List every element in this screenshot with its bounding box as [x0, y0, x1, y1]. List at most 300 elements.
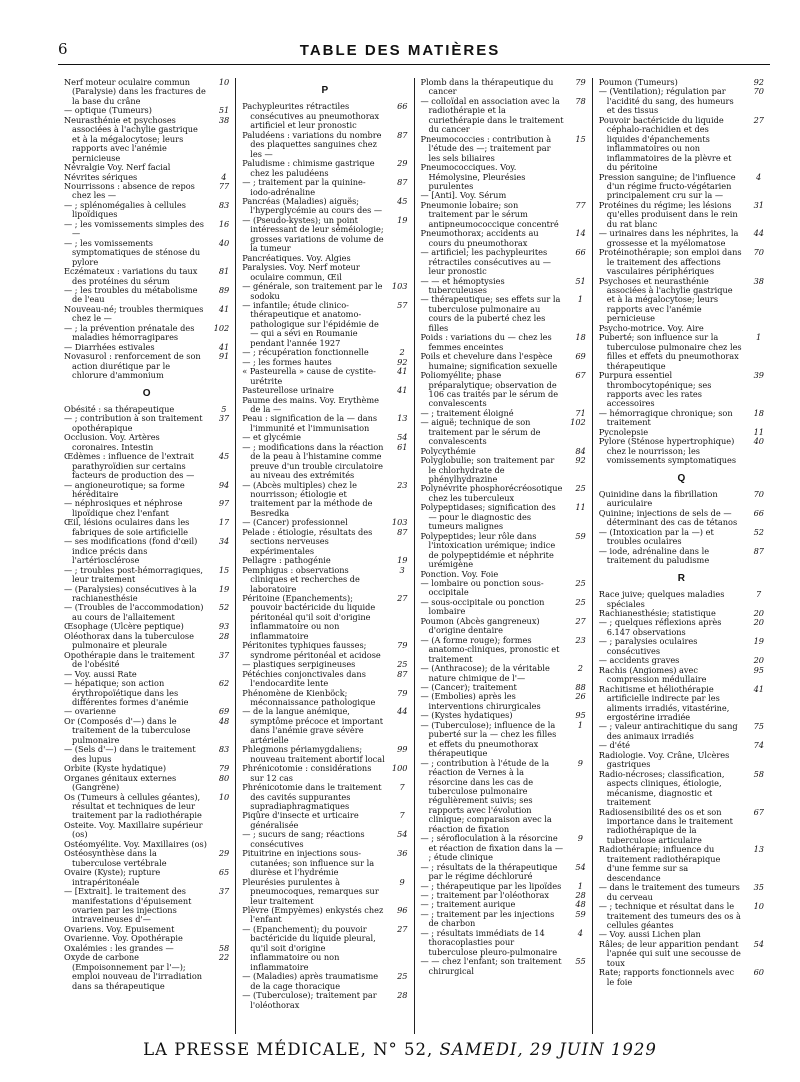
index-entry	[599, 770, 764, 808]
entry-text: Polypeptides; leur rôle dans l'intoxication urémique; indice de polypeptidémie et néphrite urémigène	[420, 530, 556, 570]
entry-text: — (Intoxication par la —) et troubles oculaires	[598, 526, 714, 547]
entry-page: 45	[397, 195, 408, 206]
entry-text: — sous-occipitale ou ponction lombaire	[420, 596, 545, 617]
entry-text: — ses modifications (fond d'œil) indice précis dans l'artériosclérose	[64, 536, 198, 566]
entry-page: 28	[218, 630, 230, 641]
entry-text: Radio-nécroses; classification, aspects cliniques, étiologie, mécanisme, diagnostic et traitement	[598, 768, 725, 808]
entry-page: 31	[753, 199, 764, 210]
entry-text: — Voy. aussi Lichen plan	[598, 929, 701, 940]
entry-text: — ; la prévention prénatale des maladies hémorragipares	[64, 322, 195, 343]
entry-page: 18	[575, 332, 586, 343]
entry-page: 54	[397, 432, 408, 443]
entry-text: Pelade : étiologie, résultats des sections nerveuses expérimentales	[242, 526, 373, 556]
index-entry	[599, 509, 764, 528]
entry-page: 62	[218, 678, 230, 689]
entry-page: 87	[397, 668, 408, 679]
entry-text: — ovarienne	[64, 706, 116, 717]
index-entry	[421, 617, 586, 636]
entry-page: 79	[218, 763, 230, 774]
entry-text: Polypeptidases; signification des — pour le diagnostic des tumeurs malignes	[420, 502, 556, 532]
entry-text: Œil, lésions oculaires dans les fabriques de soie artificielle	[64, 517, 190, 537]
index-entry	[599, 201, 764, 229]
entry-text: Pycnolepsie	[598, 426, 649, 437]
index-entry	[421, 579, 586, 598]
entry-text: Paralysies. Voy. Nerf moteur oculaire commun, Œil	[242, 262, 360, 282]
entry-text: — ; traitement par la quinine-iodo-adrénaline	[242, 177, 366, 197]
entry-text: Psychoses et neurasthénie associées à l'achylie gastrique et à la mégalocytose; leurs rapports avec l'anémie pernicieuse	[598, 275, 733, 324]
entry-text: — ; les vomissements simples des —	[64, 218, 204, 239]
entry-page: 45	[218, 451, 230, 462]
entry-text: — optique (Tumeurs)	[64, 105, 152, 116]
entry-text: Ponction. Voy. Foie	[420, 568, 499, 579]
entry-text: — (Kystes hydatiques)	[420, 710, 513, 721]
index-entry: Obésité : sa thérapeutique 5	[64, 403, 227, 414]
entry-page: 25	[575, 578, 586, 589]
index-entry	[64, 868, 229, 887]
entry-page: 41	[218, 303, 230, 314]
entry-page: 35	[753, 882, 764, 893]
entry-text: — ; sucurs de sang; réactions consécutives	[242, 829, 365, 849]
entry-page: 27	[753, 114, 764, 125]
index-entry	[242, 131, 407, 159]
entry-text: Pneumonie lobaire; son traitement par le sérum antipneumococcique concentré	[420, 199, 559, 229]
index-entry	[421, 248, 586, 276]
entry-page: 83	[218, 199, 230, 210]
section-letter: R	[677, 572, 685, 584]
index-entry	[242, 263, 407, 282]
index-entry	[242, 906, 407, 925]
index-entry	[421, 135, 586, 163]
index-entry: — ; sérofloculation à la résorcine et réaction de fixation dans la — ; étude clinique 9	[420, 833, 583, 863]
entry-page: 58	[753, 768, 764, 779]
index-entry	[599, 722, 764, 741]
entry-text: — ; valeur antirachitique du sang des animaux irradiés	[598, 721, 738, 741]
entry-text: Phlegmons périamygdaliens; nouveau traitement abortif local	[242, 744, 385, 764]
entry-text: Pleurésies purulentes à pneumocoques, remarques sur leur traitement	[242, 876, 379, 906]
index-entry	[599, 666, 764, 685]
index-entry	[64, 452, 229, 480]
entry-text: — accidents graves	[598, 655, 680, 666]
entry-page: 83	[218, 744, 230, 755]
entry-text: — urinaires dans les néphrites, la grossesse et la myélomatose	[598, 228, 739, 248]
entry-text: Puberté; son influence sur la tuberculose pulmonaire chez les filles et effets du pneumothorax thérapeutique	[598, 332, 742, 371]
entry-text: — plastiques serpigineuses	[242, 659, 356, 670]
entry-text: — (Troubles de l'accommodation) au cours de l'allaitement	[64, 602, 204, 622]
index-entry	[64, 414, 229, 433]
index-entry	[242, 689, 407, 708]
index-entry	[421, 277, 586, 296]
entry-page: 23	[575, 634, 586, 645]
entry-text: Pouvoir bactéricide du liquide céphalo-rachidien et des liquides d'épanchements inflammatoires ou non inflammatoires de la plèvre et du péritoine	[598, 114, 732, 173]
index-entry	[421, 418, 586, 446]
entry-page: 27	[397, 593, 408, 604]
entry-text: Polycythémie	[420, 445, 476, 456]
entry-text: — ; récupération fonctionnelle	[242, 347, 369, 358]
entry-page: 54	[397, 829, 408, 840]
entry-page: 77	[575, 199, 586, 210]
entry-text: Polynévrite phosphorécréosotique chez les tuberculeux	[420, 483, 563, 503]
page-title: TABLE DES MATIÈRES	[299, 42, 501, 59]
index-entry	[599, 940, 764, 968]
entry-page: 38	[218, 114, 230, 125]
index-entry: Piqûre d'insecte et urticaire généralisée 7	[242, 810, 405, 830]
header-rule	[58, 64, 770, 65]
entry-text: — [Anti]. Voy. Sérum	[420, 190, 507, 201]
entry-text: — (Pseudo-kystes); un point intéressant de leur séméiologie; grosses variations de volume de la tumeur	[242, 214, 384, 254]
entry-text: — (Ventilation); régulation par l'acidité du sang, des humeurs et des tissus	[598, 86, 734, 116]
entry-page: 41	[397, 366, 408, 377]
entry-page: 13	[753, 844, 764, 855]
entry-page: 75	[753, 721, 764, 732]
entry-text: — ; thérapeutique par les lipoïdes	[420, 880, 562, 891]
index-entry	[599, 883, 764, 902]
entry-text: Paludéens : variations du nombre des plaquettes sanguines chez les —	[242, 129, 382, 159]
entry-text: Péritonites typhiques fausses; syndrome péritonéal et acidose	[242, 640, 381, 660]
entry-text: Obésité : sa thérapeutique	[64, 403, 175, 414]
index-entry: Pleurésies purulentes à pneumocoques, remarques sur leur traitement 9	[242, 876, 405, 906]
index-entry	[242, 216, 407, 254]
entry-text: — ; contribution à l'étude de la réaction de Vernes à la résorcine dans les cas de tuberculose pulmonaire régulièrement suivis; ses rapports avec l'évolution clinique; comparaison avec la réaction de fixation	[420, 757, 552, 834]
entry-text: — (Abcès multiples) chez le nourrisson; étiologie et traitement par la méthode de Besredka	[242, 479, 373, 518]
index-entry	[421, 957, 586, 976]
entry-text: — (Cancer); traitement	[420, 682, 517, 692]
entry-page: 37	[218, 413, 230, 424]
index-entry	[242, 528, 407, 556]
index-entry	[64, 305, 229, 324]
index-entry	[64, 566, 229, 585]
index-entry	[242, 443, 407, 481]
entry-text: — iode, adrénaline dans le traitement du paludisme	[598, 545, 710, 566]
entry-text: Pemphigus : observations cliniques et recherches de laboratoire	[242, 564, 360, 594]
entry-text: Nourrissons : absence de repos chez les —	[64, 180, 195, 201]
index-entry	[64, 849, 229, 868]
entry-text: Purpura essentiel thrombocytopénique; ses rapports avec les rates accessoires	[598, 370, 712, 409]
entry-text: Orbite (Kyste hydatique)	[64, 763, 167, 774]
index-entry	[242, 849, 407, 877]
entry-page: 66	[397, 101, 408, 112]
entry-text: — ; splénomégalies à cellules lipoïdiques	[64, 199, 186, 220]
entry-page: 88	[575, 682, 586, 692]
entry-text: — générale, son traitement par le sodoku	[242, 281, 383, 301]
entry-page: 19	[218, 583, 230, 594]
entry-page: 51	[218, 105, 230, 116]
entry-text: — hémorragique chronique; son traitement	[598, 407, 733, 428]
entry-page: 66	[575, 247, 586, 258]
entry-page: 48	[575, 899, 586, 910]
index-entry: — ; thérapeutique par les lipoïdes 1	[420, 880, 583, 891]
entry-text: Occlusion. Voy. Artères coronaires. Intestin	[64, 432, 160, 452]
entry-text: Pachypleurites rétractiles consécutives au pneumothorax artificiel et leur pronostic	[242, 101, 380, 131]
entry-page: 93	[218, 621, 230, 632]
index-entry	[64, 78, 229, 106]
entry-text: — (Epanchement); du pouvoir bactéricide du liquide pleural, qu'il soit d'origine inflammatoire ou non inflammatoire	[242, 923, 376, 972]
index-entry	[599, 528, 764, 547]
entry-page: 80	[218, 772, 230, 783]
entry-text: Novasurol : renforcement de son action diurétique par le chlorure d'ammonium	[64, 351, 201, 381]
index-entry	[64, 793, 229, 821]
entry-text: Poumon (Abcès gangreneux) d'origine dentaire	[420, 615, 540, 636]
entry-page: 92	[575, 455, 586, 466]
entry-page: 103	[391, 281, 408, 292]
entry-page: 54	[575, 861, 586, 872]
entry-text: — (Maladies) après traumatisme de la cage thoracique	[242, 971, 379, 991]
entry-text: — ; traitement par l'oléothorax	[420, 889, 550, 900]
entry-text: — ; technique et résultat dans le traitement des tumeurs des os à cellules géantes	[598, 901, 741, 930]
entry-page: 10	[218, 791, 230, 802]
entry-page: 69	[218, 706, 230, 717]
index-entry	[64, 182, 229, 201]
entry-page: 27	[397, 923, 408, 934]
entry-text: — — chez l'enfant; son traitement chirurgical	[420, 956, 562, 976]
entry-text: Pellagre : pathogénie	[242, 555, 331, 566]
section-letter: Q	[677, 472, 686, 484]
index-entry	[64, 679, 229, 707]
entry-page: 70	[753, 489, 764, 500]
index-entry	[421, 229, 586, 248]
entry-text: Paume des mains. Voy. Erythème de la —	[242, 394, 379, 414]
index-entry	[64, 518, 229, 537]
entry-text: Or (Composés d'—) dans le traitement de la tuberculose pulmonaire	[64, 715, 191, 745]
entry-text: Nouveau-né; troubles thermiques chez le —	[64, 303, 204, 324]
index-entry	[64, 603, 229, 622]
index-entry: Pemphigus : observations cliniques et recherches de laboratoire 3	[242, 564, 405, 594]
entry-text: Plèvre (Empyèmes) enkystés chez l'enfant	[242, 904, 384, 925]
entry-page: 51	[575, 275, 586, 286]
index-entry: — (Anthracose); de la véritable nature chimique de l'— 2	[420, 663, 583, 683]
entry-text: — artificiel; les pachypleurites rétractiles consécutives au — leur pronostic	[420, 247, 551, 277]
entry-text: Péritoine (Epanchements); pouvoir bactéricide du liquide péritonéal qu'il soit d'origine inflammatoire ou non inflammatoire	[242, 593, 376, 641]
entry-page: 37	[218, 886, 230, 897]
entry-page: 34	[218, 536, 230, 547]
entry-text: — — et hémoptysies tuberculeuses	[420, 275, 505, 295]
entry-page: 95	[753, 664, 764, 675]
entry-text: Phénomène de Kienböck; méconnaissance pathologique	[242, 687, 376, 707]
entry-page: 37	[218, 649, 230, 660]
entry-text: — ; sérofloculation à la résorcine et réaction de fixation dans la — ; étude clinique	[420, 833, 564, 863]
index-entry	[64, 537, 229, 565]
entry-text: Pneumococciques. Voy. Hémolysine, Pleurésies purulentes	[420, 162, 526, 191]
index-entry	[242, 396, 407, 415]
entry-text: — ; résultats de la thérapeutique par le régime déchloruré	[420, 861, 558, 882]
index-entry	[421, 201, 586, 229]
entry-text: Paludisme : chimisme gastrique chez les paludéens	[242, 158, 375, 178]
entry-text: Râles; de leur apparition pendant l'apnée qui suit une secousse de toux	[598, 938, 741, 968]
entry-page: 87	[397, 526, 408, 537]
index-entry	[64, 352, 229, 380]
entry-text: — thérapeutique; ses effets sur la tuberculose pulmonaire au cours de la puberté chez les filles	[420, 294, 561, 333]
index-entry	[599, 808, 764, 846]
entry-page: 95	[575, 710, 586, 721]
entry-text: Plomb dans la thérapeutique du cancer	[420, 78, 554, 97]
entry-page: 18	[753, 407, 764, 418]
index-entry: Race juive; quelques maladies spéciales 7	[598, 589, 762, 609]
entry-page: 10	[218, 78, 230, 87]
entry-text: Polyglobulie; son traitement par le chlorhydrate de phénylhydrazine	[420, 455, 555, 485]
entry-text: Phrénicotomie dans le traitement des cavités suppurantes supradiaphragmatiques	[242, 782, 382, 811]
entry-page: 25	[397, 659, 408, 670]
entry-page: 16	[218, 218, 230, 229]
index-entry	[421, 456, 586, 484]
index-entry	[242, 670, 407, 689]
entry-text: Pasteurellose urinaire	[242, 385, 334, 396]
index-entry	[64, 324, 229, 343]
entry-page: 26	[575, 691, 586, 702]
entry-page: 87	[397, 129, 408, 140]
entry-page: 92	[753, 78, 764, 87]
index-entry	[421, 371, 586, 409]
entry-page: 20	[753, 655, 764, 666]
index-entry	[64, 220, 229, 239]
index-entry: Puberté; son influence sur la tuberculose pulmonaire chez les filles et effets du pneumothorax thérapeutique 1	[598, 332, 762, 371]
entry-text: Osteite. Voy. Maxillaire supérieur (os)	[64, 819, 203, 840]
index-entry	[242, 745, 407, 764]
index-entry	[599, 490, 764, 509]
entry-page: 38	[753, 275, 764, 286]
entry-text: Quinidine dans la fibrillation auriculaire	[598, 489, 718, 509]
entry-page: 61	[397, 441, 408, 452]
index-entry	[242, 991, 407, 1010]
entry-text: Rachitisme et héliothérapie artificielle indirecte par les aliments irradiés, vitastérine, ergostérine irradiée	[598, 683, 730, 722]
entry-text: Os (Tumeurs à cellules géantes), résultat et techniques de leur traitement par la radiothérapie	[64, 791, 202, 821]
index-column-2	[235, 78, 413, 1034]
entry-text: — (Tuberculose); influence de la puberté sur la — chez les filles et effets du pneumothorax thérapeutique	[420, 719, 557, 759]
entry-text: Piqûre d'insecte et urticaire généralisée	[242, 810, 359, 830]
entry-text: — (Anthracose); de la véritable nature chimique de l'—	[420, 663, 550, 683]
entry-text: Ovarienne. Voy. Opothérapie	[64, 933, 183, 944]
index-entry	[599, 902, 764, 930]
entry-text: — d'été	[598, 740, 631, 751]
entry-text: — néphrosiques et néphrose lipoïdique chez l'enfant	[64, 498, 183, 518]
entry-text: Ostéomyélite. Voy. Maxillaires (os)	[64, 838, 207, 849]
entry-page: 71	[575, 407, 586, 418]
entry-text: Pylore (Sténose hypertrophique) chez le nourrisson; les vomissements symptomatiques	[598, 436, 737, 466]
index-entry	[421, 863, 586, 882]
entry-page: 28	[397, 990, 408, 1001]
entry-text: Poumon (Tumeurs)	[598, 78, 678, 87]
entry-page: 91	[218, 351, 230, 362]
index-entry	[421, 78, 586, 97]
entry-text: Pression sanguine; de l'influence d'un régime fructo-végétarien principalement cru sur la —	[598, 171, 736, 201]
entry-page: 66	[753, 507, 764, 518]
index-entry	[242, 102, 407, 130]
entry-text: Rachis (Angiomes) avec compression médullaire	[598, 664, 707, 685]
entry-text: — (Tuberculose); traitement par l'oléothorax	[242, 990, 377, 1010]
index-entry	[64, 651, 229, 670]
index-entry	[64, 887, 229, 925]
entry-page: 102	[213, 322, 230, 333]
index-entry	[599, 968, 764, 987]
entry-text: — de la langue anémique, symptôme précoce et important dans l'anémie grave sévère artérielle	[242, 706, 384, 745]
index-entry	[599, 547, 764, 566]
entry-page: 19	[753, 636, 764, 647]
index-entry: — (Tuberculose); influence de la puberté sur la — chez les filles et effets du pneumothorax thérapeutique 1	[420, 719, 583, 759]
entry-text: Neurasthénie et psychoses associées à l'achylie gastrique et à la mégalocytose; leurs rapports avec l'anémie pernicieuse	[64, 114, 198, 163]
entry-page: 41	[397, 385, 408, 396]
entry-text: Radiothérapie; influence du traitement radiothérapique d'une femme sur sa descendance	[598, 844, 721, 883]
entry-page: 29	[397, 158, 408, 169]
entry-text: Rachianesthésie; statistique	[598, 608, 716, 619]
entry-text: — ; quelques réflexions après 6.147 observations	[598, 617, 722, 637]
entry-text: — colloïdal en association avec la radiothérapie et la curiethérapie dans le traitement du cancer	[420, 95, 564, 135]
entry-text: Poids : variations du — chez les femmes enceintes	[420, 332, 552, 352]
index-entry	[64, 953, 229, 991]
entry-page: 87	[753, 545, 764, 556]
entry-text: Pétéchies conjonctivales dans l'endocardite lente	[242, 668, 366, 689]
entry-text: — et glycémie	[242, 432, 301, 443]
index-entry	[421, 333, 586, 352]
entry-page: 15	[575, 133, 586, 144]
index-entry	[421, 503, 586, 531]
entry-page: 20	[753, 608, 764, 619]
entry-text: Protéines du régime; les lésions qu'elles produisent dans le rein du rat blanc	[598, 199, 738, 229]
entry-text: Ovariens. Voy. Epuisement	[64, 923, 175, 934]
entry-page: 52	[218, 602, 230, 613]
entry-page: 74	[753, 740, 764, 751]
entry-text: « Pasteurella » cause de cystite-urétrite	[242, 366, 376, 386]
entry-text: Pancréatiques. Voy. Algies	[242, 252, 351, 263]
entry-text: Œsophage (Ulcère peptique)	[64, 621, 184, 632]
index-entry	[64, 239, 229, 267]
entry-page: 14	[575, 228, 586, 239]
entry-page: 67	[753, 806, 764, 817]
index-column-3	[414, 78, 592, 1034]
index-entry	[64, 632, 229, 651]
entry-text: Névrites sériques	[64, 171, 138, 182]
entry-text: — ; les vomissements symptomatiques de sténose du pylore	[64, 237, 201, 267]
entry-page: 44	[397, 706, 408, 717]
entry-page: 79	[397, 687, 408, 698]
entry-text: Eczémateux : variations du taux des protéines du sérum	[64, 266, 198, 286]
entry-page: 13	[397, 413, 408, 424]
entry-page: 17	[218, 517, 230, 528]
entry-text: Rate; rapports fonctionnels avec le foie	[598, 967, 735, 987]
entry-page: 102	[570, 417, 586, 428]
index-entry	[599, 229, 764, 248]
entry-text: — dans le traitement des tumeurs du cerveau	[598, 882, 740, 902]
entry-page: 79	[575, 78, 586, 87]
index-entry	[599, 116, 764, 173]
page-number: 6	[58, 40, 68, 58]
entry-page: 87	[397, 177, 408, 188]
index-entry: — thérapeutique; ses effets sur la tuberculose pulmonaire au cours de la puberté chez les filles 1	[420, 294, 583, 333]
entry-text: Radiologie. Voy. Crâne, Ulcères gastriques	[598, 749, 730, 770]
index-entry	[421, 352, 586, 371]
entry-page: 59	[575, 908, 586, 919]
entry-page: 41	[218, 341, 230, 352]
entry-text: Oxalémies : les grandes —	[64, 942, 174, 953]
entry-text: Peau : signification de la — dans l'immunité et l'immunisation	[242, 413, 378, 433]
entry-page: 44	[753, 228, 764, 239]
entry-page: 55	[575, 956, 586, 967]
entry-text: Ovaire (Kyste); rupture intrapéritonéale	[64, 867, 161, 887]
index-entry	[599, 845, 764, 883]
index-entry	[421, 484, 586, 503]
entry-page: 20	[753, 617, 764, 628]
entry-text: — angioneurotique; sa forme héréditaire	[64, 479, 185, 500]
entry-page: 15	[218, 564, 230, 575]
index-entry	[242, 925, 407, 972]
entry-page: 25	[397, 971, 408, 982]
entry-page: 25	[575, 596, 586, 607]
entry-page: 19	[397, 214, 408, 225]
index-entry	[64, 116, 229, 163]
index-entry	[599, 751, 764, 770]
entry-text: Poliomyélite; phase préparalytique; observation de 106 cas traités par le sérum de convalescents	[420, 370, 559, 409]
index-entry	[242, 197, 407, 216]
index-entry	[599, 409, 764, 428]
entry-text: — Voy. aussi Rate	[64, 668, 137, 679]
index-entry	[421, 636, 586, 664]
